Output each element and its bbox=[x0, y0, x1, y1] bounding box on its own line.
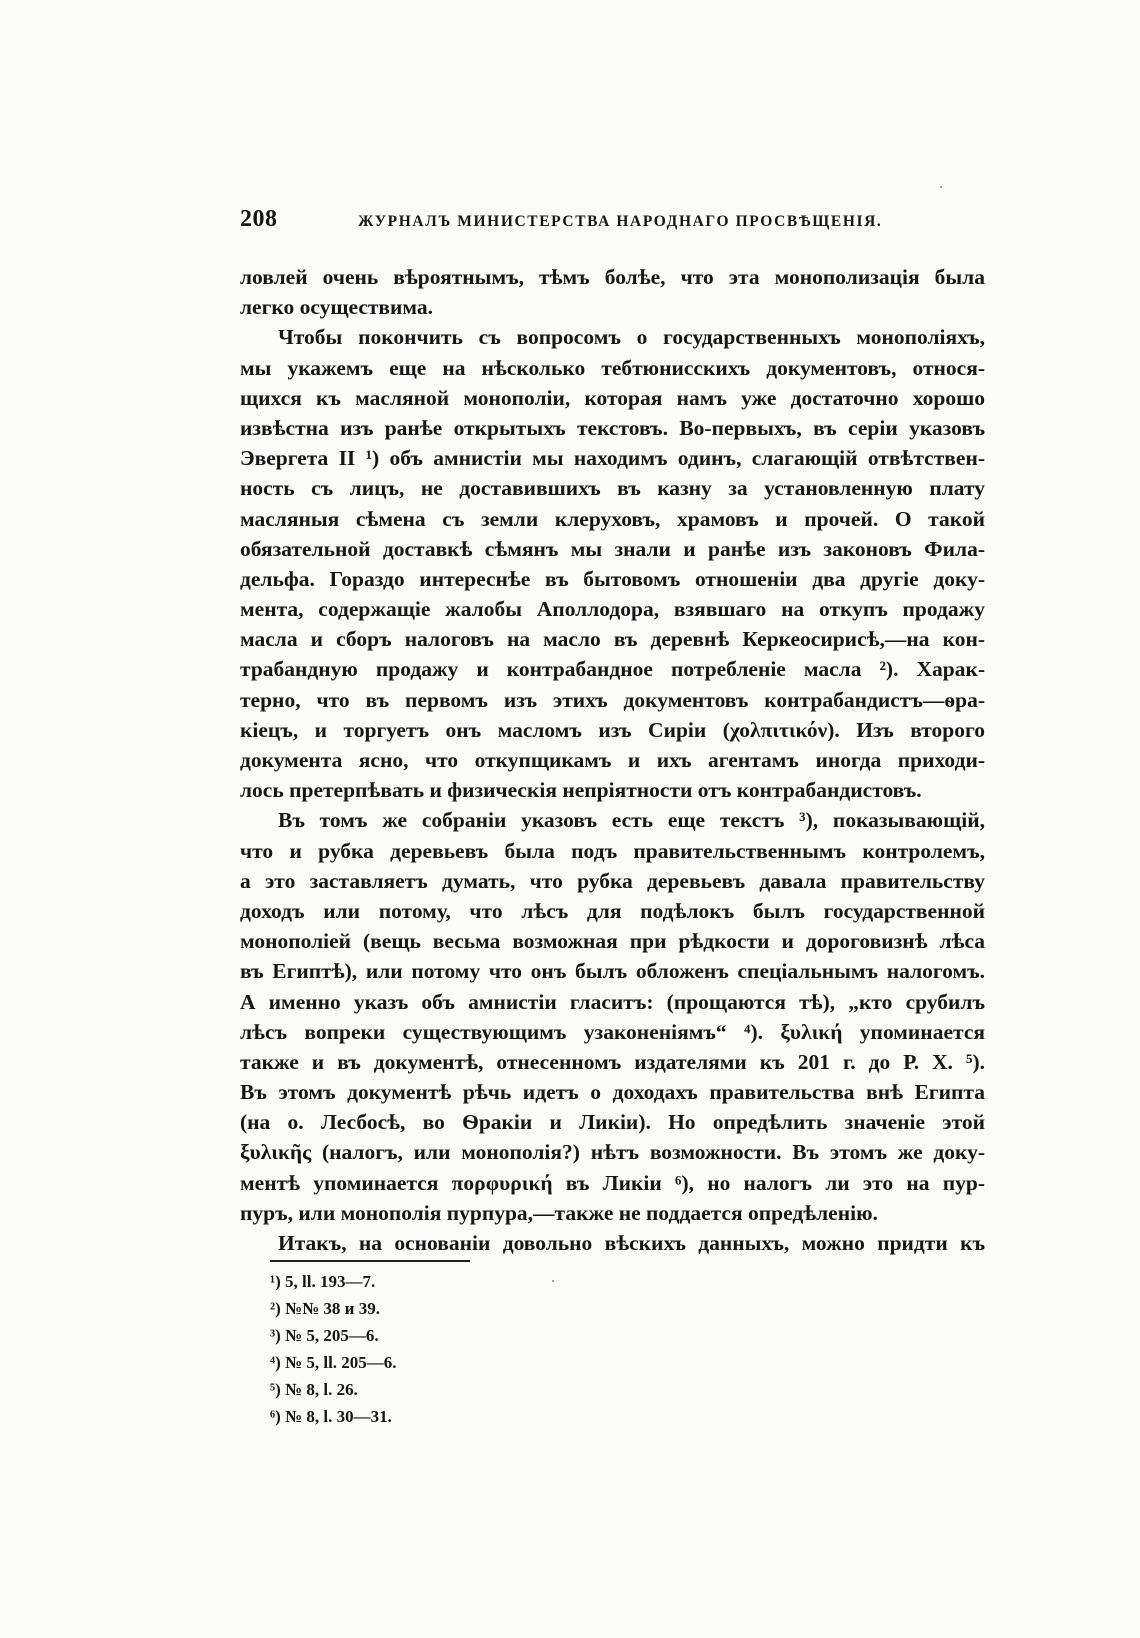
text-line: ξυλικῆς (налогъ, или монополія?) нѣтъ возможности. Въ этомъ же доку- bbox=[240, 1140, 985, 1165]
text-line: А именно указъ объ амнистіи гласитъ: (прощаются тѣ), „кто срубилъ bbox=[240, 989, 985, 1014]
text-line: въ Египтѣ), или потому что онъ былъ обложенъ спеціальнымъ налогомъ. bbox=[240, 959, 985, 984]
text-line: Эвергета II ¹) объ амнистіи мы находимъ одинъ, слагающій отвѣтствен- bbox=[240, 446, 985, 471]
text-line: ловлей очень вѣроятнымъ, тѣмъ болѣе, что эта монополизація была bbox=[240, 265, 985, 289]
text-line: Чтобы покончить съ вопросомъ о государственныхъ монополіяхъ, bbox=[278, 325, 985, 350]
footnote: ⁶) № 8, l. 30—31. bbox=[270, 1407, 392, 1426]
footnote: ³) № 5, 205—6. bbox=[270, 1326, 379, 1345]
footnote: ²) №№ 38 и 39. bbox=[270, 1299, 380, 1318]
text-line: легко осуществима. bbox=[240, 295, 434, 320]
text-line: мента, содержащіе жалобы Аполлодора, взявшаго на откупъ продажу bbox=[240, 597, 985, 622]
text-line: масляныя сѣмена съ земли клеруховъ, храмовъ и прочей. О такой bbox=[240, 506, 985, 531]
footnotes bbox=[270, 1268, 570, 1430]
footnote: ¹) 5, ll. 193—7. bbox=[270, 1272, 376, 1291]
page-header bbox=[240, 206, 985, 238]
text-line: терно, что въ первомъ изъ этихъ документовъ контрабандистъ—ѳра- bbox=[240, 687, 985, 712]
page-number: 208 bbox=[240, 206, 278, 232]
text-line: также и въ документѣ, отнесенномъ издателями къ 201 г. до Р. Х. ⁵). bbox=[240, 1049, 985, 1074]
footnote: ⁴) № 5, ll. 205—6. bbox=[270, 1353, 397, 1372]
text-line: а это заставляетъ думать, что рубка деревьевъ давала правительству bbox=[240, 868, 985, 893]
print-speck bbox=[940, 186, 942, 188]
text-line: документа ясно, что откупщикамъ и ихъ агентамъ иногда приходи- bbox=[240, 748, 985, 772]
print-speck bbox=[552, 1280, 554, 1282]
text-line: извѣстна изъ ранѣе открытыхъ текстовъ. Во-первыхъ, въ серіи указовъ bbox=[240, 415, 985, 440]
footnote: ⁵) № 8, l. 26. bbox=[270, 1380, 358, 1399]
text-line: (на о. Лесбосѣ, во Ѳракіи и Ликіи). Но опредѣлить значеніе этой bbox=[240, 1110, 985, 1135]
text-line: пуръ, или монополія пурпура,—также не поддается опредѣленію. bbox=[240, 1200, 878, 1225]
text-line: Итакъ, на основаніи довольно вѣскихъ данныхъ, можно придти къ bbox=[278, 1231, 985, 1255]
text-line: монополіей (вещь весьма возможная при рѣдкости и дороговизнѣ лѣса bbox=[240, 929, 985, 954]
text-line: лось претерпѣвать и физическія непріятности отъ контрабандистовъ. bbox=[240, 778, 922, 803]
text-line: дельфа. Гораздо интереснѣе въ бытовомъ отношеніи два другіе доку- bbox=[240, 566, 985, 591]
text-line: лѣсъ вопреки существующимъ узаконеніямъ“ ⁴). ξυλική упоминается bbox=[240, 1019, 985, 1044]
text-line: Въ этомъ документѣ рѣчь идетъ о доходахъ правительства внѣ Египта bbox=[240, 1080, 985, 1105]
text-line: кіецъ, и торгуетъ онъ масломъ изъ Сиріи (χολπιτικόν). Изъ второго bbox=[240, 717, 985, 742]
text-line: масла и сборъ налоговъ на масло въ деревнѣ Керкеосирисѣ,—на кон- bbox=[240, 627, 985, 652]
text-line: ность съ лицъ, не доставившихъ въ казну за установленную плату bbox=[240, 476, 985, 501]
text-line: трабандную продажу и контрабандное потребленіе масла ²). Харак- bbox=[240, 657, 985, 682]
text-line: что и рубка деревьевъ была подъ правительственнымъ контролемъ, bbox=[240, 838, 985, 863]
footnote-divider bbox=[270, 1260, 470, 1262]
running-title: ЖУРНАЛЪ МИНИСТЕРСТВА НАРОДНАГО ПРОСВѢЩЕНІЯ. bbox=[358, 213, 883, 230]
text-line: щихся къ масляной монополіи, которая намъ уже достаточно хорошо bbox=[240, 385, 985, 410]
body-text bbox=[240, 262, 985, 1258]
text-line: Въ томъ же собраніи указовъ есть еще текстъ ³), показывающій, bbox=[278, 808, 985, 833]
text-line: ментѣ упоминается πορφυρική въ Ликіи ⁶), но налогъ ли это на пур- bbox=[240, 1170, 985, 1195]
text-line: мы укажемъ еще на нѣсколько тебтюнисскихъ документовъ, относя- bbox=[240, 355, 985, 380]
text-line: обязательной доставкѣ сѣмянъ мы знали и ранѣе изъ законовъ Фила- bbox=[240, 536, 985, 561]
text-line: доходъ или потому, что лѣсъ для подѣлокъ былъ государственной bbox=[240, 898, 985, 923]
